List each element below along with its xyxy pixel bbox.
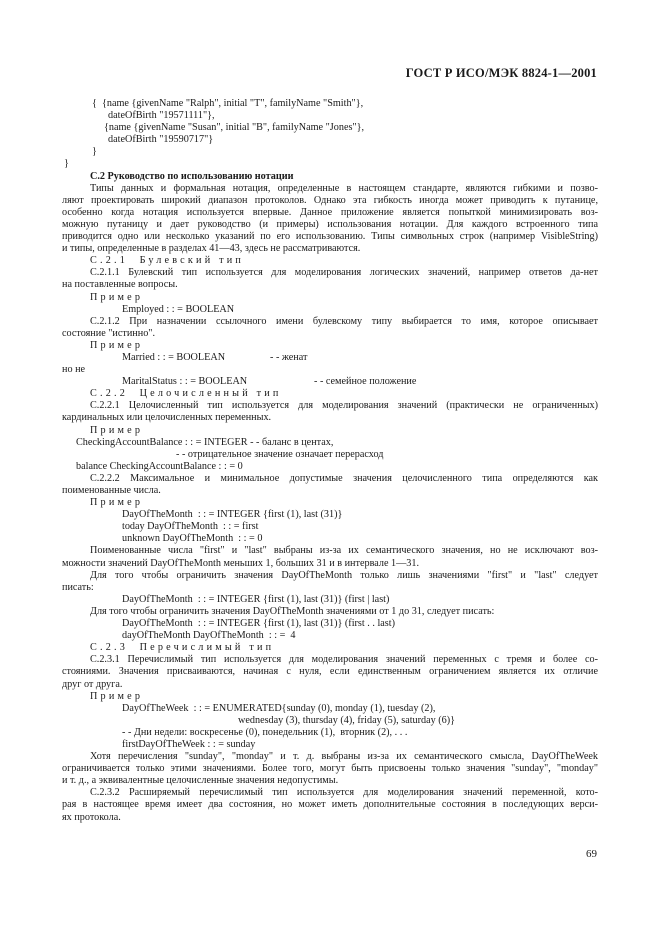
code-line: - - отрицательное значение означает перерасход	[176, 448, 384, 460]
paragraph-line: на поставленные вопросы.	[62, 279, 178, 291]
code-line: dateOfBirth "19590717"}	[108, 134, 214, 146]
paragraph-line: Хотя перечисления "sunday", "monday" и т. д. выбраны из-за их семантического смысла, DayOfTheWeek	[90, 751, 598, 763]
paragraph-line: писать:	[62, 581, 94, 593]
code-line: dateOfBirth "19571111"},	[108, 110, 215, 122]
paragraph-line: поименованные числа.	[62, 485, 161, 496]
code-line: unknown DayOfTheMonth : : = 0	[122, 533, 263, 545]
page-number: 69	[586, 848, 597, 860]
code-line: today DayOfTheMonth : : = first	[122, 521, 259, 533]
paragraph-line: С.2.3.1 Перечислимый тип используется для моделирования значений переменных с тремя и более со-	[90, 654, 598, 666]
code-line: balance CheckingAccountBalance : : = 0	[76, 460, 243, 472]
example-label: Пример	[90, 690, 144, 702]
code-line: {name {givenName "Susan", initial "B", familyName "Jones"},	[104, 122, 365, 134]
paragraph-line: кардинальных или целочисленных переменных.	[62, 412, 272, 424]
paragraph-line: С.2.2.2 Максимальное и минимальное допустимые значения целочисленного типа определяются как	[90, 472, 598, 484]
code-text: MaritalStatus : : = BOOLEAN	[122, 376, 248, 388]
code-line: DayOfTheMonth : : = INTEGER {first (1), last (31)} (first | last)	[122, 593, 390, 605]
section-heading-c22: С.2.2 Целочисленный тип	[90, 388, 282, 400]
example-label: Пример	[90, 339, 144, 351]
code-line	[62, 352, 598, 364]
paragraph-line: Типы данных и формальная нотация, определенные в настоящем стандарте, являются гибкими и позво-	[90, 182, 598, 194]
paragraph-line: состояние "истинно".	[62, 327, 156, 339]
code-text: Married : : = BOOLEAN	[122, 351, 226, 363]
code-line: Employed : : = BOOLEAN	[122, 303, 235, 315]
code-line: DayOfTheMonth : : = INTEGER {first (1), last (31)} (first . . last)	[122, 618, 395, 630]
page-body	[62, 98, 598, 824]
code-line: { {name {givenName "Ralph", initial "T", familyName "Smith"},	[92, 98, 364, 109]
section-heading-c2: С.2 Руководство по использованию нотации	[90, 170, 294, 182]
paragraph-line: ях протокола.	[62, 811, 121, 823]
code-comment: - - Дни недели: воскресенье (0), понедельник (1), вторник (2), . . .	[122, 726, 408, 738]
paragraph-line: приводится одно или несколько указаний по его использованию. Типы символьных строк (например VisibleString)	[62, 231, 598, 243]
code-line: DayOfTheWeek : : = ENUMERATED{sunday (0), monday (1), tuesday (2),	[122, 702, 436, 714]
code-line: }	[64, 158, 69, 170]
code-line: dayOfTheMonth DayOfTheMonth : : = 4	[122, 630, 296, 642]
paragraph-line: ограничивается только этими значениями. Более того, могут быть присвоены только значения "sunday", "monday"	[62, 763, 598, 775]
code-comment: - - семейное положение	[314, 376, 417, 388]
paragraph-line: и типы, определенные в разделах 41—43, здесь не рассматриваются.	[62, 243, 361, 255]
paragraph-line: особенно когда нотация используется впервые. Данное приложение является попыткой минимизировать воз-	[62, 206, 598, 218]
code-line: firstDayOfTheWeek : : = sunday	[122, 738, 256, 750]
paragraph-line: ляют проектировать широкий диапазон протоколов. Однако эта гибкость иногда может приводить к путанице,	[62, 194, 598, 206]
example-label: Пример	[90, 291, 144, 303]
code-line	[62, 376, 598, 388]
paragraph-line: но не	[62, 364, 86, 376]
code-line: CheckingAccountBalance : : = INTEGER - - баланс в центах,	[76, 436, 334, 448]
code-line: wednesday (3), thursday (4), friday (5), saturday (6)}	[238, 714, 456, 726]
paragraph-line: можную путаницу и дает руководство (и примеры) использования нотации. Для каждого встроенного типа	[62, 218, 598, 230]
paragraph-line: С.2.3.2 Расширяемый перечислимый тип используется для моделирования значений переменной, кото-	[90, 787, 598, 799]
section-heading-c23: С.2.3 Перечислимый тип	[90, 642, 275, 654]
paragraph-line: можности значений DayOfTheMonth меньших 1, больших 31 и в интервале 1—31.	[62, 557, 420, 569]
code-line: DayOfTheMonth : : = INTEGER {first (1), last (31)}	[122, 509, 343, 521]
paragraph-line: С.2.1.2 При назначении ссылочного имени булевскому типу выбирается то имя, которое описывает	[90, 315, 598, 327]
code-comment: - - женат	[270, 351, 308, 363]
paragraph-line: Для того чтобы ограничить значения DayOfTheMonth значениями от 1 до 31, следует писать:	[90, 605, 495, 617]
paragraph-line: Поименованные числа "first" и "last" выбраны из-за их семантического значения, но не исключают воз-	[90, 545, 598, 557]
page-header-title: ГОСТ Р ИСО/МЭК 8824-1—2001	[405, 66, 597, 80]
paragraph-line: друг от друга.	[62, 678, 123, 690]
paragraph-line: С.2.1.1 Булевский тип используется для моделирования логических значений, например ответов да-нет	[90, 267, 598, 279]
paragraph-line: рая в настоящее время имеет два состояния, но может иметь дополнительные состояния в последующих верси-	[62, 799, 598, 811]
paragraph-line: и т. д., а эквивалентные целочисленные значения недопустимы.	[62, 775, 339, 787]
section-heading-c21: С.2.1 Булевский тип	[90, 255, 245, 267]
paragraph-line: стояниями. Значения присваиваются, начиная с нуля, если единственным ограничением является их отличие	[62, 666, 598, 678]
paragraph-line: С.2.2.1 Целочисленный тип используется для моделирования значений (практически не ограниченных)	[90, 400, 598, 412]
example-label: Пример	[90, 424, 144, 436]
paragraph-line: Для того чтобы ограничить значения DayOfTheMonth только лишь значениями "first" и "last" следует	[90, 569, 598, 581]
example-label: Пример	[90, 497, 144, 509]
code-line: }	[92, 146, 97, 158]
